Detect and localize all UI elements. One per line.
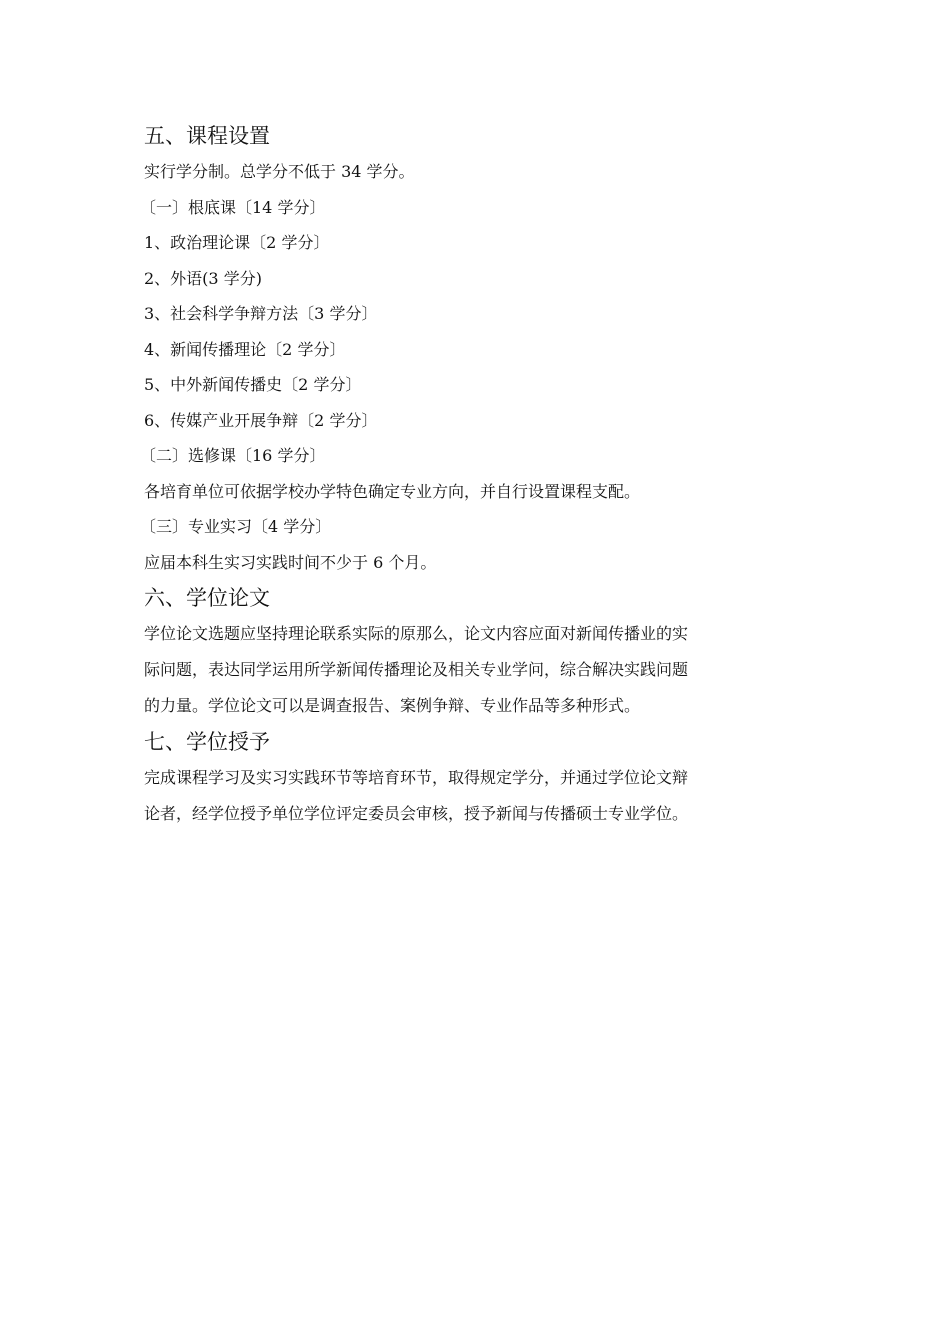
thesis-line: 际问题，表达同学运用所学新闻传播理论及相关专业学问，综合解决实践问题 <box>144 660 689 679</box>
degree-paragraph <box>144 760 809 832</box>
section-heading-courses: 五、课程设置 <box>144 124 270 148</box>
core-course-item: 6、传媒产业开展争辩〔2 学分〕 <box>144 410 378 430</box>
core-course-item: 2、外语(3 学分) <box>144 268 262 288</box>
section-heading-degree: 七、学位授予 <box>144 730 270 754</box>
section-heading-thesis: 六、学位论文 <box>144 586 270 610</box>
internship-text: 应届本科生实习实践时间不少于 6 个月。 <box>144 552 437 572</box>
core-course-item: 3、社会科学争辩方法〔3 学分〕 <box>144 304 378 323</box>
degree-line: 论者，经学位授予单位学位评定委员会审核，授予新闻与传播硕士专业学位。 <box>144 804 689 823</box>
internship-title: 〔三〕专业实习〔4 学分〕 <box>140 517 332 536</box>
core-course-item: 1、政治理论课〔2 学分〕 <box>144 233 330 252</box>
courses-intro: 实行学分制。总学分不低于 34 学分。 <box>144 162 415 181</box>
core-course-item: 4、新闻传播理论〔2 学分〕 <box>144 339 346 359</box>
thesis-line: 学位论文选题应坚持理论联系实际的原那么，论文内容应面对新闻传播业的实 <box>144 624 689 643</box>
thesis-line: 的力量。学位论文可以是调查报告、案例争辩、专业作品等多种形式。 <box>144 696 641 715</box>
elective-courses-text: 各培育单位可依据学校办学特色确定专业方向，并自行设置课程支配。 <box>144 481 641 501</box>
core-courses-title: 〔一〕根底课〔14 学分〕 <box>140 197 326 217</box>
degree-line: 完成课程学习及实习实践环节等培育环节，取得规定学分，并通过学位论文辩 <box>144 768 689 787</box>
thesis-paragraph <box>144 616 809 724</box>
core-course-item: 5、中外新闻传播史〔2 学分〕 <box>144 375 362 394</box>
elective-courses-title: 〔二〕选修课〔16 学分〕 <box>140 446 326 465</box>
document-page <box>140 118 824 832</box>
